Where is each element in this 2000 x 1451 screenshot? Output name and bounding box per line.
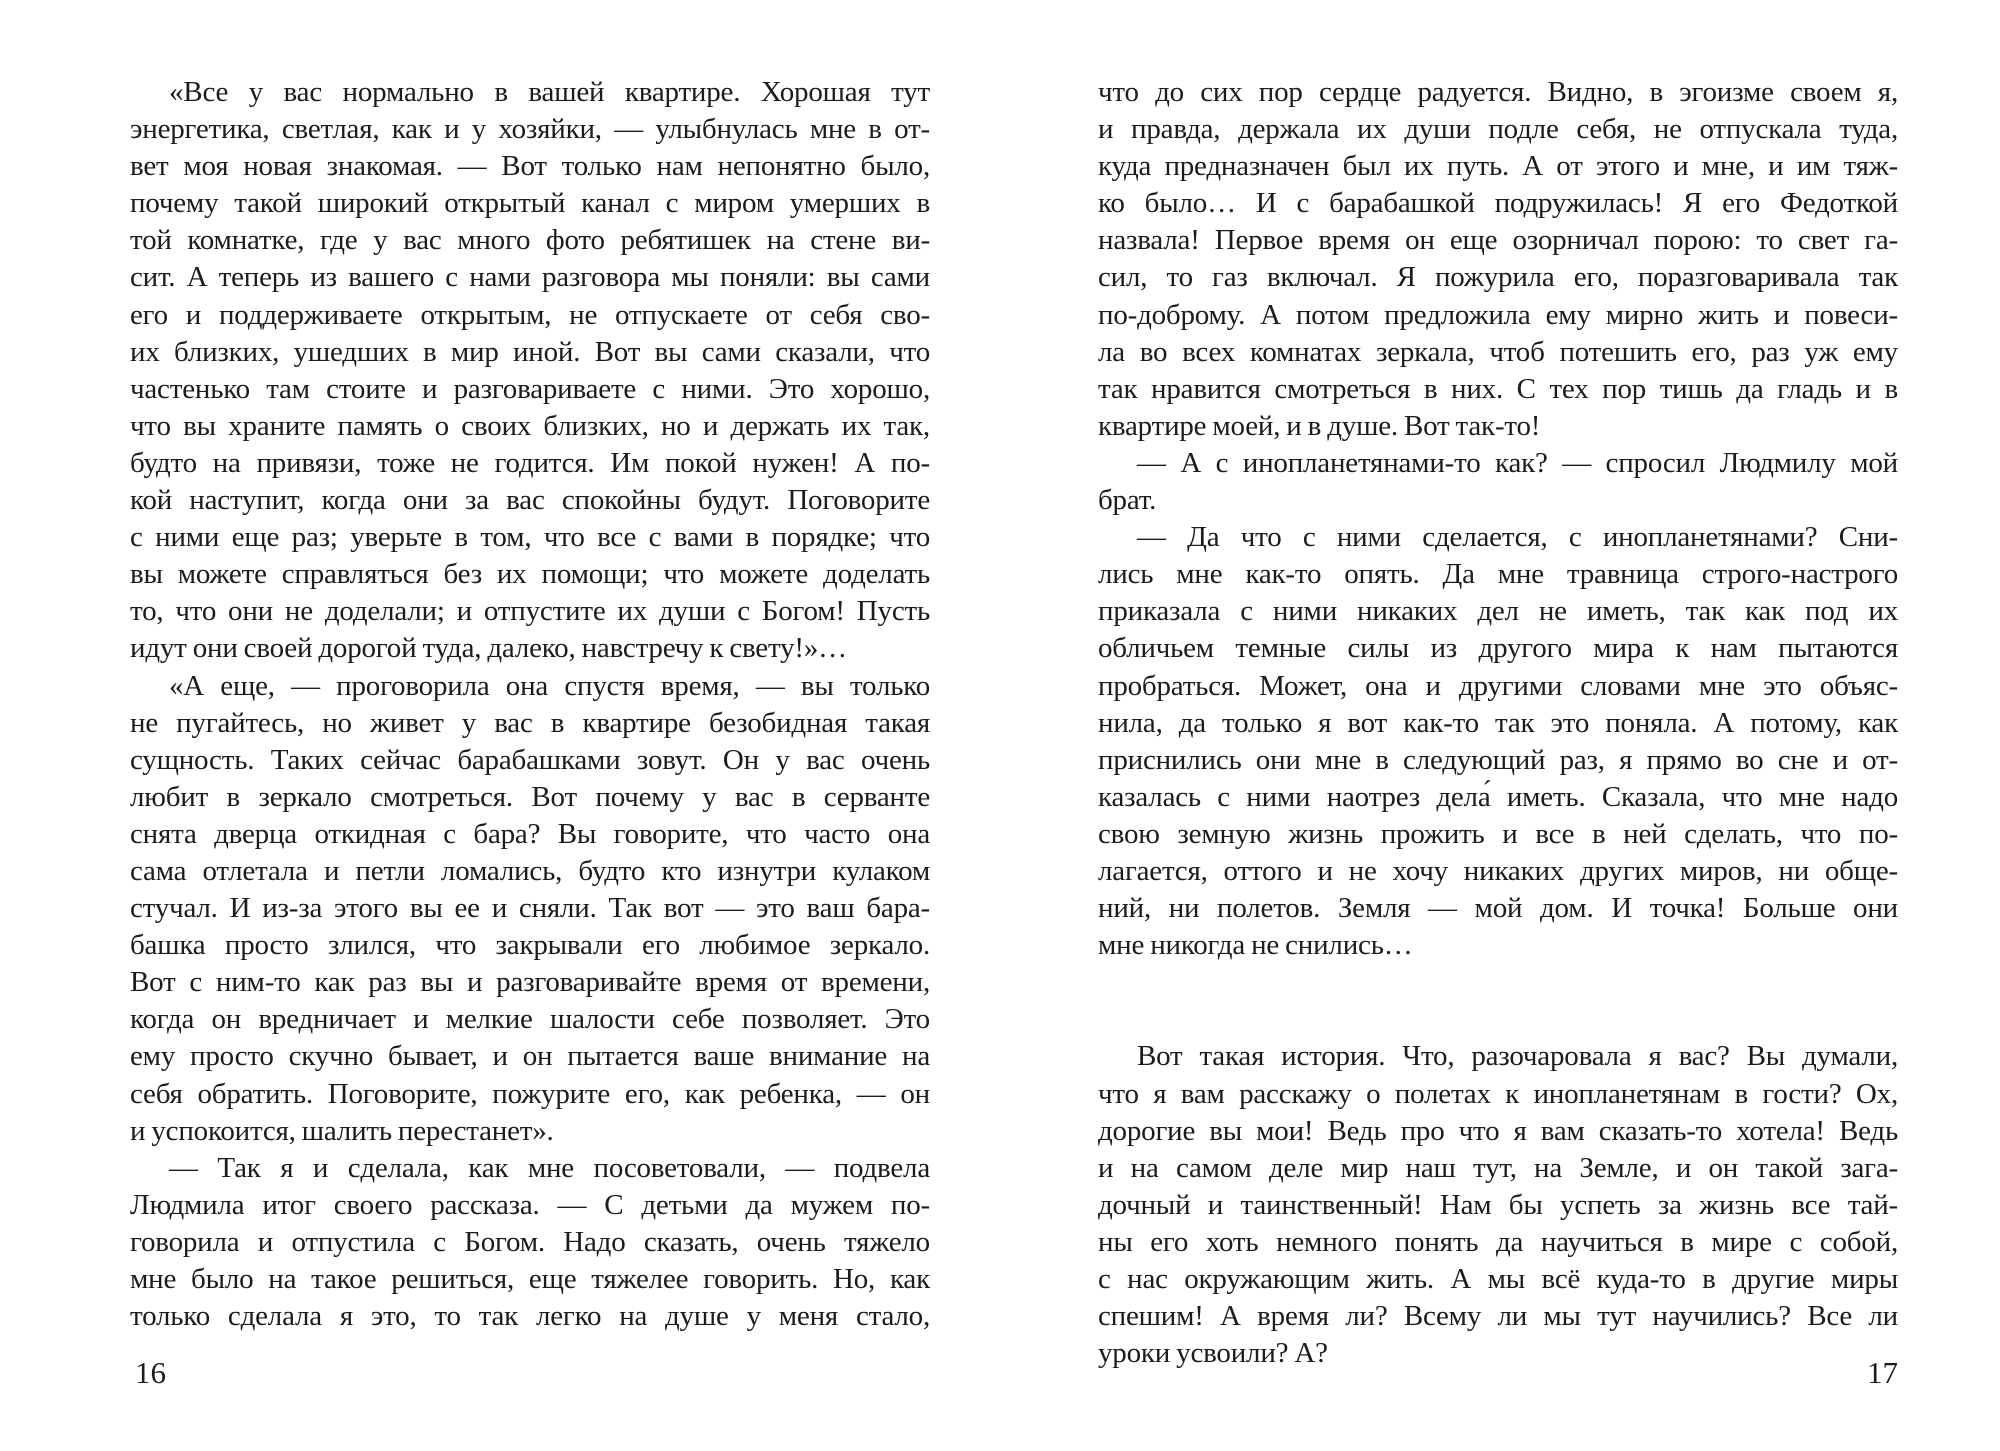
text-line: стучал. И из-за этого вы ее и сняли. Так вот — это ваш бара- — [130, 892, 930, 925]
text-line: его и поддерживаете открытым, не отпускаете от себя сво- — [130, 298, 930, 331]
text-line: себя обратить. Поговорите, пожурите его, как ребенка, — он — [130, 1077, 930, 1110]
text-line: и правда, держала их души подле себя, не отпускала туда, — [1098, 113, 1898, 146]
text-line: лись мне как-то опять. Да мне травница строго-настрого — [1098, 558, 1898, 591]
right-page-text — [1098, 74, 1898, 1372]
left-page-text — [130, 74, 930, 1335]
text-line: — Да что с ними сделается, с инопланетянами? Сни- — [1137, 521, 1898, 554]
text-line: куда предназначен был их путь. А от этого и мне, и им тяж- — [1098, 150, 1898, 183]
text-line: с нас окружающим жить. А мы всё куда-то в другие миры — [1098, 1263, 1898, 1295]
text-line: уроки усвоили? А? — [1098, 1337, 1328, 1370]
text-line: мне было на такое решиться, еще тяжелее говорить. Но, как — [130, 1263, 930, 1295]
page-number-left: 16 — [135, 1355, 166, 1390]
text-line: казалась с ними наотрез дела́ иметь. Сказала, что мне надо — [1098, 780, 1898, 813]
text-line: и успокоится, шалить перестанет». — [130, 1114, 554, 1147]
text-line: говорила и отпустила с Богом. Надо сказать, очень тяжело — [130, 1225, 930, 1258]
text-line: приснились они мне в следующий раз, я прямо во сне и от- — [1098, 743, 1898, 776]
text-line: сущность. Таких сейчас барабашками зовут. Он у вас очень — [130, 743, 930, 776]
text-line: Людмила итог своего рассказа. — С детьми да мужем по- — [130, 1188, 930, 1221]
text-line: что вы храните память о своих близких, но и держать их так, — [130, 409, 930, 442]
text-line: — А с инопланетянами-то как? — спросил Людмилу мой — [1137, 446, 1898, 479]
text-line: и на самом деле мир наш тут, на Земле, и он такой зага- — [1098, 1151, 1898, 1184]
text-line: будто на привязи, тоже не годится. Им покой нужен! А по- — [130, 446, 930, 479]
text-line: обличьем темные силы из другого мира к нам пытаются — [1098, 632, 1898, 665]
text-line: энергетика, светлая, как и у хозяйки, — улыбнулась мне в от- — [130, 113, 930, 146]
text-line: не пугайтесь, но живет у вас в квартире безобидная такая — [130, 706, 930, 739]
text-line: пробраться. Может, она и другими словами мне это объяс- — [1098, 669, 1898, 702]
text-line: их близких, ушедших в мир иной. Вот вы сами сказали, что — [130, 335, 930, 368]
text-line: ко было… И с барабашкой подружилась! Я его Федоткой — [1098, 187, 1898, 220]
text-line: сама отлетала и петли ломались, будто кто изнутри кулаком — [130, 854, 930, 887]
text-line: любит в зеркало смотреться. Вот почему у вас в серванте — [130, 780, 930, 813]
text-line: Вот такая история. Что, разочаровала я вас? Вы думали, — [1137, 1040, 1898, 1073]
text-line: нила, да только я вот как-то так это поняла. А потому, как — [1098, 706, 1898, 739]
text-line: приказала с ними никаких дел не иметь, так как под их — [1098, 595, 1898, 628]
text-line: квартире моей, и в душе. Вот так-то! — [1098, 409, 1541, 442]
text-line: «Все у вас нормально в вашей квартире. Хорошая тут — [169, 76, 930, 108]
blank-line — [1098, 1001, 1898, 1038]
text-line: Вот с ним-то как раз вы и разговаривайте время от времени, — [130, 966, 930, 999]
text-line: что до сих пор сердце радуется. Видно, в эгоизме своем я, — [1098, 76, 1898, 108]
text-line: ний, ни полетов. Земля — мой дом. И точка! Больше они — [1098, 892, 1898, 925]
text-line: только сделала я это, то так легко на душе у меня стало, — [130, 1300, 930, 1333]
text-line: что я вам расскажу о полетах к инопланетянам в гости? Ох, — [1098, 1077, 1898, 1110]
text-line: — Так я и сделала, как мне посоветовали, — подвела — [169, 1151, 930, 1184]
text-line: с ними еще раз; уверьте в том, что все с вами в порядке; что — [130, 521, 930, 554]
text-line: дорогие вы мои! Ведь про что я вам сказать-то хотела! Ведь — [1098, 1114, 1898, 1147]
text-line: когда он вредничает и мелкие шалости себе позволяет. Это — [130, 1003, 930, 1036]
text-line: сил, то газ включал. Я пожурила его, поразговаривала так — [1098, 261, 1898, 294]
text-line: так нравится смотреться в них. С тех пор тишь да гладь и в — [1098, 372, 1898, 405]
text-line: идут они своей дорогой туда, далеко, навстречу к свету!»… — [130, 632, 847, 665]
text-line: ны его хоть немного понять да научиться в мире с собой, — [1098, 1225, 1898, 1258]
text-line: той комнатке, где у вас много фото ребятишек на стене ви- — [130, 224, 930, 257]
text-line: башка просто злился, что закрывали его любимое зеркало. — [130, 929, 930, 962]
text-line: снята дверца откидная с бара? Вы говорите, что часто она — [130, 817, 930, 850]
text-line: то, что они не доделали; и отпустите их души с Богом! Пусть — [130, 595, 930, 628]
page-number-right: 17 — [1867, 1355, 1898, 1390]
text-line: вет моя новая знакомая. — Вот только нам непонятно было, — [130, 150, 930, 183]
text-line: «А еще, — проговорила она спустя время, — вы только — [169, 669, 930, 702]
blank-line — [1098, 964, 1898, 1001]
text-line: вы можете справляться без их помощи; что можете доделать — [130, 558, 930, 591]
text-line: ему просто скучно бывает, и он пытается ваше внимание на — [130, 1040, 930, 1073]
text-line: по-доброму. А потом предложила ему мирно жить и повеси- — [1098, 298, 1898, 331]
text-line: спешим! А время ли? Всему ли мы тут научились? Все ли — [1098, 1300, 1898, 1333]
text-line: ла во всех комнатах зеркала, чтоб потешить его, раз уж ему — [1098, 335, 1898, 368]
text-line: кой наступит, когда они за вас спокойны будут. Поговорите — [130, 484, 930, 517]
text-line: брат. — [1098, 484, 1157, 517]
text-line: назвала! Первое время он еще озорничал порою: то свет га- — [1098, 224, 1898, 257]
text-line: свою земную жизнь прожить и все в ней сделать, что по- — [1098, 817, 1898, 850]
text-line: частенько там стоите и разговариваете с ними. Это хорошо, — [130, 372, 930, 405]
text-line: почему такой широкий открытый канал с миром умерших в — [130, 187, 930, 220]
text-line: дочный и таинственный! Нам бы успеть за жизнь все тай- — [1098, 1188, 1898, 1221]
text-line: лагается, оттого и не хочу никаких других миров, ни обще- — [1098, 854, 1898, 887]
text-line: сит. А теперь из вашего с нами разговора мы поняли: вы сами — [130, 261, 930, 294]
text-line: мне никогда не снились… — [1098, 929, 1413, 962]
